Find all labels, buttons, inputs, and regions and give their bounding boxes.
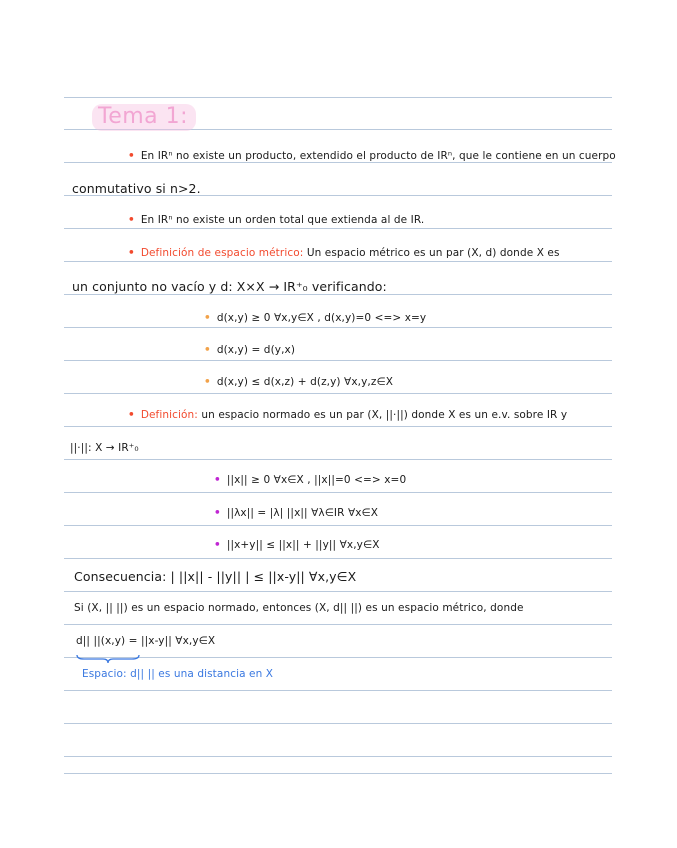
ruled-line	[64, 773, 612, 774]
note-line-7	[204, 344, 295, 356]
bullet-dot: •	[214, 539, 221, 551]
bullet-dot: •	[128, 150, 135, 162]
note-line-8	[204, 376, 393, 388]
note-text: Un espacio métrico es un par (X, d) donde X es	[306, 247, 560, 259]
note-line-15: Si (X, || ||) es un espacio normado, entonces (X, d|| ||) es un espacio métrico, donde	[74, 602, 524, 614]
note-line-11	[214, 474, 406, 486]
note-line-17: Espacio: d|| || es una distancia en X	[82, 668, 274, 680]
note-text: En IRⁿ no existe un orden total que extienda al de IR.	[140, 214, 425, 226]
bullet-dot: •	[214, 474, 221, 486]
ruled-line	[64, 261, 612, 262]
bullet-dot: •	[128, 214, 135, 226]
ruled-line	[64, 525, 612, 526]
ruled-line	[64, 97, 612, 98]
note-text: d(x,y) = d(y,x)	[216, 344, 296, 356]
ruled-line	[64, 624, 612, 625]
page-title: Tema 1:	[92, 104, 196, 131]
note-text: d(x,y) ≤ d(x,z) + d(z,y) ∀x,y,z∈X	[216, 376, 393, 388]
ruled-line	[64, 228, 612, 229]
ruled-line	[64, 459, 612, 460]
definition-label: Definición:	[140, 409, 198, 421]
note-line-2: conmutativo si n>2.	[72, 181, 201, 196]
bullet-dot: •	[204, 344, 211, 356]
note-text: un espacio normado es un par (X, ||·||) donde X es un e.v. sobre IR y	[201, 409, 568, 421]
bullet-dot: •	[128, 409, 135, 421]
ruled-line	[64, 294, 612, 295]
note-line-6	[204, 312, 426, 324]
ruled-line	[64, 327, 612, 328]
note-line-1	[128, 150, 616, 162]
note-text: d(x,y) ≥ 0 ∀x,y∈X , d(x,y)=0 <=> x=y	[216, 312, 427, 324]
note-line-5: un conjunto no vacío y d: X×X → IR⁺₀ verificando:	[72, 279, 387, 294]
ruled-line	[64, 690, 612, 691]
note-line-3	[128, 214, 424, 226]
underbrace-icon	[76, 654, 140, 664]
bullet-dot: •	[128, 247, 135, 259]
note-line-14: Consecuencia: | ||x|| - ||y|| | ≤ ||x-y|| ∀x,y∈X	[74, 569, 357, 584]
ruled-line	[64, 723, 612, 724]
definition-label: Definición de espacio métrico:	[140, 247, 304, 259]
note-line-16: d|| ||(x,y) = ||x-y|| ∀x,y∈X	[76, 635, 216, 647]
bullet-dot: •	[214, 507, 221, 519]
note-text: ||x|| ≥ 0 ∀x∈X , ||x||=0 <=> x=0	[226, 474, 407, 486]
ruled-line	[64, 360, 612, 361]
note-line-9	[128, 409, 567, 421]
note-text: ||x+y|| ≤ ||x|| + ||y|| ∀x,y∈X	[226, 539, 380, 551]
ruled-line	[64, 591, 612, 592]
note-line-4	[128, 247, 560, 259]
ruled-line	[64, 558, 612, 559]
ruled-line	[64, 393, 612, 394]
bullet-dot: •	[204, 312, 211, 324]
bullet-dot: •	[204, 376, 211, 388]
ruled-line	[64, 657, 612, 658]
ruled-line	[64, 492, 612, 493]
ruled-line	[64, 756, 612, 757]
note-line-10: ||·||: X → IR⁺₀	[70, 442, 139, 454]
note-text: En IRⁿ no existe un producto, extendido el producto de IRⁿ, que le contiene en un cuerpo	[140, 150, 616, 162]
ruled-line	[64, 162, 612, 163]
note-line-13	[214, 539, 380, 551]
ruled-line	[64, 426, 612, 427]
note-line-12	[214, 507, 378, 519]
note-text: ||λx|| = |λ| ||x|| ∀λ∈IR ∀x∈X	[226, 507, 379, 519]
